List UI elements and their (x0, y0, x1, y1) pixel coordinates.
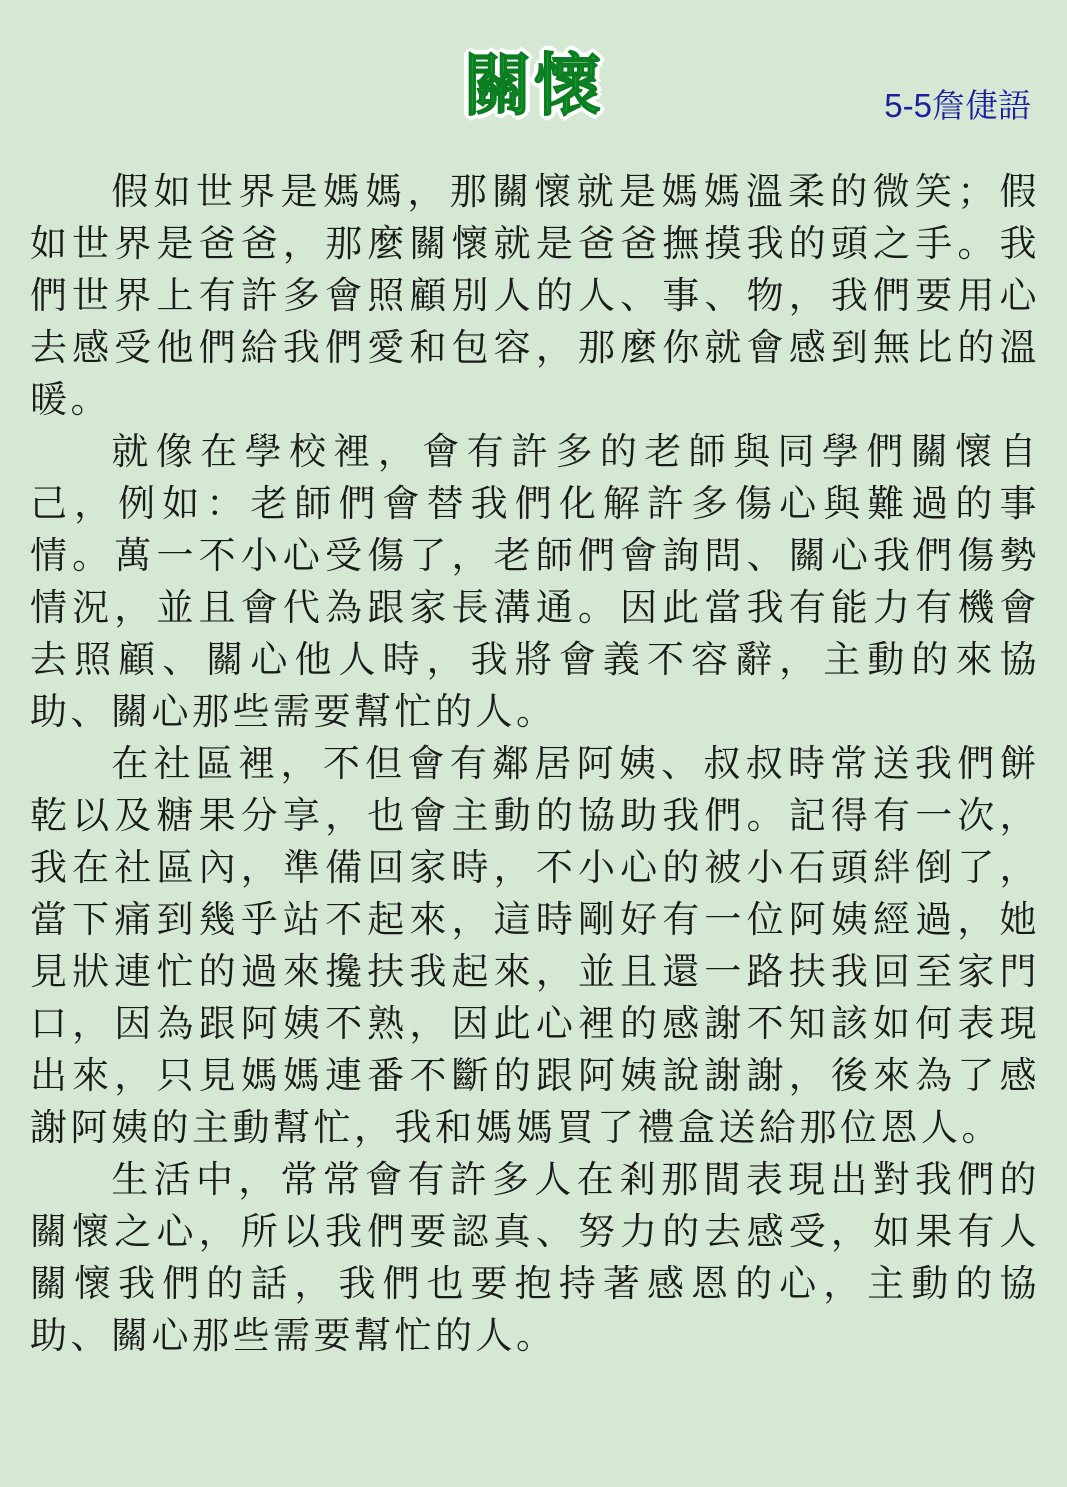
paragraph-4: 生活中，常常會有許多人在剎那間表現出對我們的關懷之心，所以我們要認真、努力的去感受，如果有人關懷我們的話，我們也要抱持著感恩的心，主動的協助、關心那些需要幫忙的人。 (30, 1158, 1040, 1357)
author-label: 5-5詹倢語 (884, 87, 1031, 124)
paragraph-3: 在社區裡，不但會有鄰居阿姨、叔叔時常送我們餅乾以及糖果分享，也會主動的協助我們。記得有一次，我在社區內，準備回家時，不小心的被小石頭絆倒了，當下痛到幾乎站不起來，這時剛好有一位阿姨經過，她見狀連忙的過來攙扶我起來，並且還一路扶我回至家門口，因為跟阿姨不熟，因此心裡的感謝不知該如何表現出來，只見媽媽連番不斷的跟阿姨說謝謝，後來為了感謝阿姨的主動幫忙，我和媽媽買了禮盒送給那位恩人。 (30, 742, 1040, 1149)
paragraph-2: 就像在學校裡，會有許多的老師與同學們關懷自己，例如：老師們會替我們化解許多傷心與難過的事情。萬一不小心受傷了，老師們會詢問、關心我們傷勢情況，並且會代為跟家長溝通。因此當我有能力有機會去照顧、關心他人時，我將會義不容辭，主動的來協助、關心那些需要幫忙的人。 (30, 430, 1040, 733)
page-title: 關懷 (463, 47, 604, 126)
essay-body (30, 166, 1040, 1362)
paragraph-1: 假如世界是媽媽，那關懷就是媽媽溫柔的微笑；假如世界是爸爸，那麼關懷就是爸爸撫摸我的頭之手。我們世界上有許多會照顧別人的人、事、物，我們要用心去感受他們給我們愛和包容，那麼你就會感到無比的溫暖。 (30, 170, 1040, 421)
